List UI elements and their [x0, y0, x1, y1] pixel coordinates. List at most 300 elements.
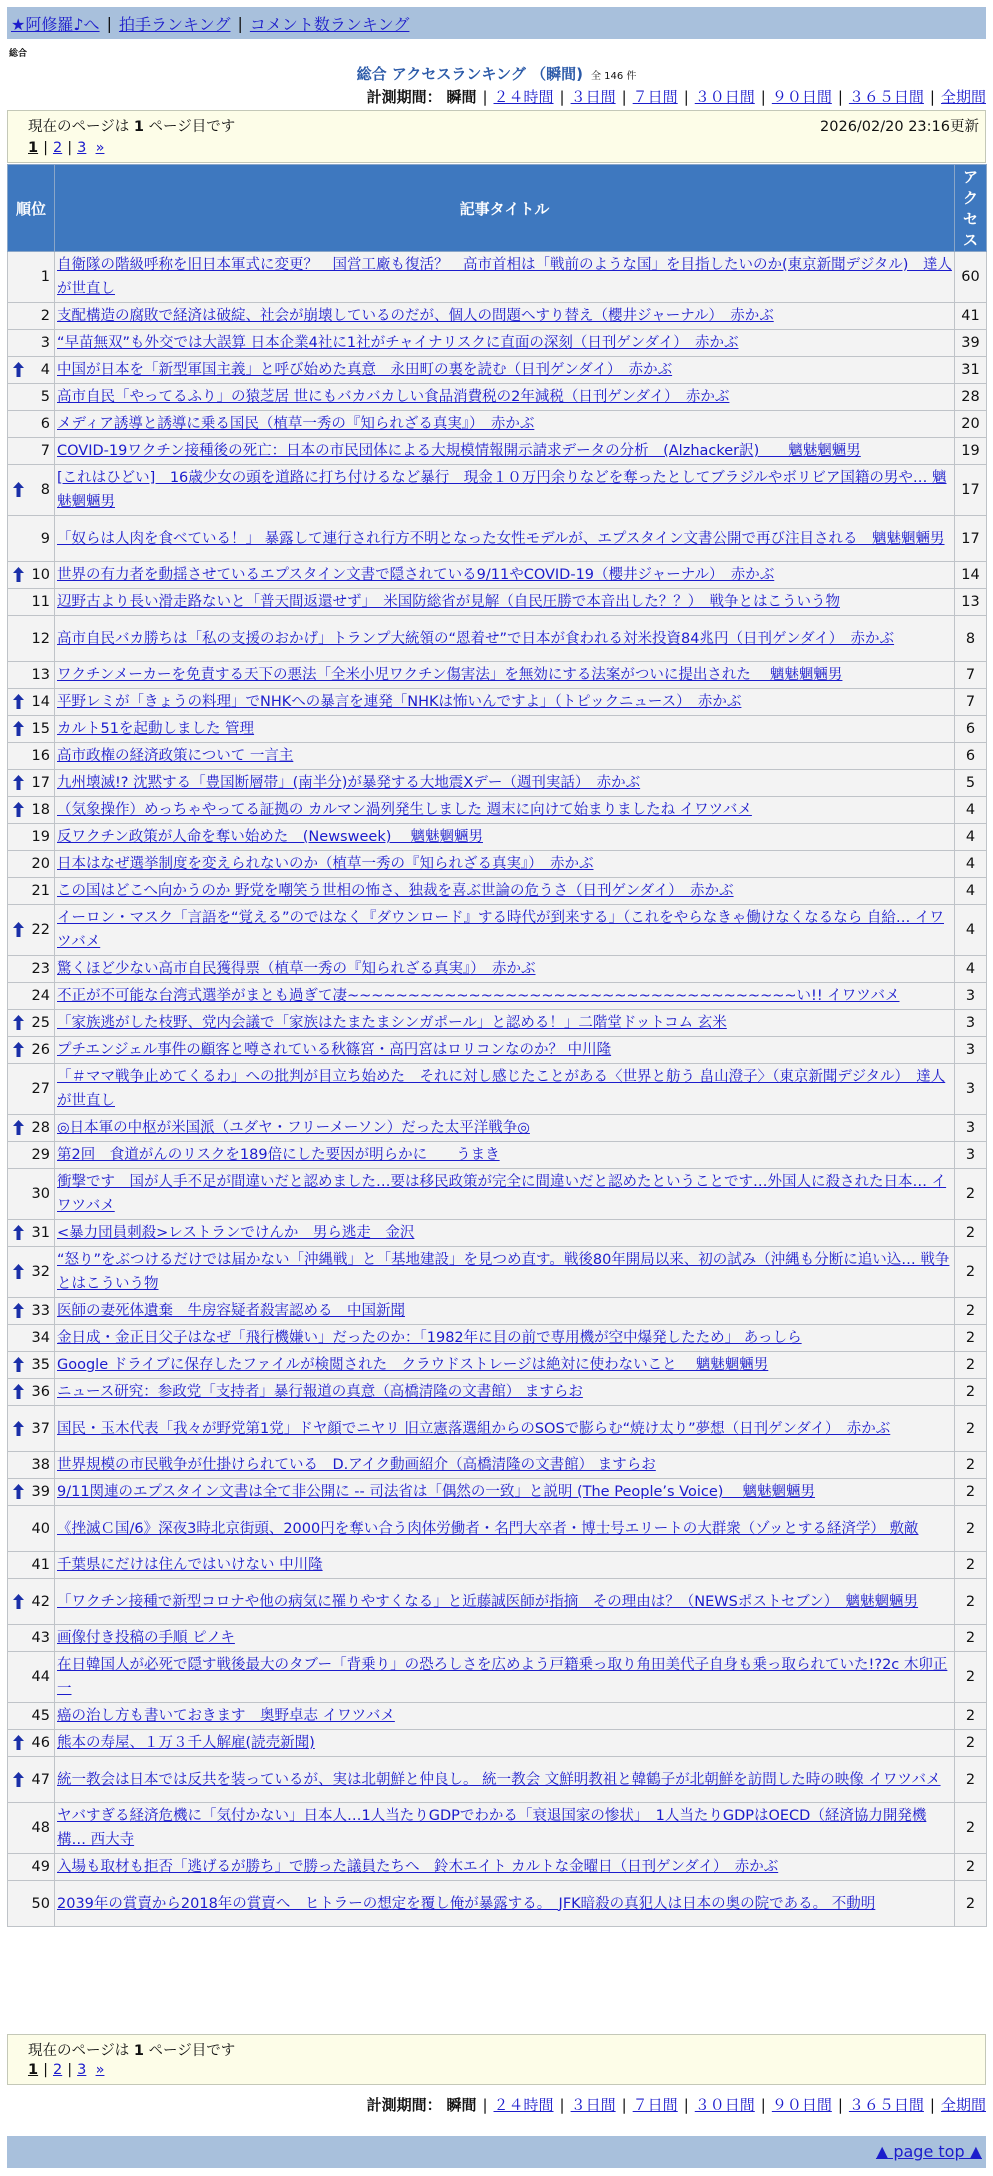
- ranking-row: [8, 357, 987, 384]
- rank-cell: [8, 797, 55, 824]
- rank-cell: [8, 1452, 55, 1479]
- rank-cell: [8, 1220, 55, 1247]
- rank-cell: [8, 1579, 55, 1625]
- access-count: 4: [955, 878, 987, 905]
- rank-number: 33: [31, 1303, 50, 1319]
- period-link-3d[interactable]: ３日間: [570, 2096, 616, 2114]
- access-count: 2: [955, 1452, 987, 1479]
- title-cell: [55, 357, 955, 384]
- ranking-row: [8, 1142, 987, 1169]
- article-title-link[interactable]: 反ワクチン政策が人命を奪い始めた (Newsweek) 魑魅魍魎男: [57, 829, 483, 845]
- rank-cell: [8, 562, 55, 589]
- top-nav-bar: [7, 7, 986, 39]
- rank-up-arrow-icon: [13, 482, 24, 497]
- article-title-link[interactable]: 《挫滅Ｃ国/6》深夜3時北京街頭、2000円を奪い合う肉体労働者・名門大卒者・博士号エリートの大群衆（ゾッとする経済学） 敷敵: [57, 1520, 919, 1537]
- title-cell: [55, 1037, 955, 1064]
- rank-number: 50: [31, 1895, 50, 1912]
- article-title-link[interactable]: 世界の有力者を動揺させているエプスタイン文書で隠されている9/11やCOVID-19（櫻井ジャーナル） 赤かぶ: [57, 567, 775, 583]
- article-title-link[interactable]: 「ワクチン接種で新型コロナや他の病気に罹りやすくなる」と近藤誠医師が指摘 その理由は？（NEWSポストセブン） 魑魅魍魎男: [57, 1593, 919, 1610]
- rank-up-arrow-icon: [13, 922, 24, 937]
- access-count: 60: [955, 252, 987, 303]
- article-title-link[interactable]: <暴力団員刺殺>レストランでけんか 男ら逃走 金沢: [57, 1225, 415, 1241]
- rank-number: 35: [31, 1357, 50, 1373]
- header-rank: 順位: [8, 165, 55, 252]
- rank-up-arrow-icon: [13, 1225, 24, 1240]
- category-label: 総合: [9, 49, 28, 59]
- title-cell: [55, 689, 955, 716]
- rank-number: 8: [40, 482, 50, 498]
- page-status-suffix: ページ目です: [148, 2043, 236, 2059]
- title-cell: [55, 1010, 955, 1037]
- period-link-24h[interactable]: ２４時間: [493, 2096, 554, 2114]
- rank-up-arrow-icon: [13, 1303, 24, 1318]
- rank-number: 38: [31, 1457, 50, 1473]
- access-count: 2: [955, 1652, 987, 1703]
- pager-link-3[interactable]: 3: [77, 2062, 87, 2078]
- access-count: 7: [955, 662, 987, 689]
- title-cell: [55, 770, 955, 797]
- rank-up-arrow-icon: [13, 721, 24, 736]
- ranking-row: [8, 716, 987, 743]
- title-cell: [55, 824, 955, 851]
- title-cell: [55, 956, 955, 983]
- title-cell: [55, 1579, 955, 1625]
- access-count: 2: [955, 1325, 987, 1352]
- access-count: 3: [955, 1142, 987, 1169]
- access-count: 39: [955, 330, 987, 357]
- header-title: 記事タイトル: [55, 165, 955, 252]
- page-top-link[interactable]: ▲ page top ▲: [875, 2142, 982, 2161]
- rank-up-arrow-icon: [13, 362, 24, 377]
- article-title-link[interactable]: 熊本の寿屋、１万３千人解雇(読売新聞): [57, 1735, 315, 1751]
- title-cell: [55, 1325, 955, 1352]
- ranking-row: [8, 1757, 987, 1803]
- rank-cell: [8, 303, 55, 330]
- rank-cell: [8, 770, 55, 797]
- period-link-365d[interactable]: ３６５日間: [848, 88, 924, 106]
- rank-number: 40: [31, 1520, 50, 1537]
- article-title-link[interactable]: 国民・玉木代表「我々が野党第1党」ドヤ顔でニヤリ 旧立憲落選組からのSOSで膨らむ“焼け太り”夢想（日刊ゲンダイ） 赤かぶ: [57, 1420, 891, 1437]
- ranking-row: [8, 1703, 987, 1730]
- period-link-7d[interactable]: ７日間: [632, 2096, 678, 2114]
- ranking-row: [8, 303, 987, 330]
- title-cell: [55, 878, 955, 905]
- access-count: 3: [955, 1037, 987, 1064]
- rank-up-arrow-icon: [13, 1735, 24, 1750]
- article-title-link[interactable]: 支配構造の腐敗で経済は破綻、社会が崩壊しているのだが、個人の問題へすり替え（櫻井ジャーナル） 赤かぶ: [57, 308, 774, 324]
- ranking-row: [8, 616, 987, 662]
- rank-cell: [8, 465, 55, 516]
- rank-cell: [8, 1379, 55, 1406]
- article-title-link[interactable]: “早苗無双”も外交では大誤算 日本企業4社に1社がチャイナリスクに直面の深刻（日刊ゲンダイ） 赤かぶ: [57, 335, 739, 351]
- article-title-link[interactable]: イーロン・マスク「言語を“覚える”のではなく『ダウンロード』する時代が到来する」（これをやらなきゃ働けなくなるなら 自給… イワツバメ: [57, 910, 944, 950]
- article-title-link[interactable]: 「家族逃がした枝野、党内会議で「家族はたまたまシンガポール」と認める！」二階堂ドットコム 玄米: [57, 1015, 727, 1031]
- access-count: 2: [955, 1352, 987, 1379]
- pager-next[interactable]: »: [95, 140, 105, 156]
- total-count: 全 146 件: [590, 71, 637, 82]
- title-cell: [55, 1352, 955, 1379]
- rank-up-arrow-icon: [13, 775, 24, 790]
- ranking-row: [8, 797, 987, 824]
- article-title-link[interactable]: 不正が不可能な台湾式選挙がまとも過ぎて凄~~~~~~~~~~~~~~~~~~~~~~~~~~~~~~~~~~~~~い!! イワツバメ: [57, 988, 900, 1004]
- access-count: 13: [955, 589, 987, 616]
- access-count: 28: [955, 384, 987, 411]
- rank-number: 28: [31, 1120, 50, 1136]
- rank-up-arrow-icon: [13, 1594, 24, 1609]
- rank-number: 37: [31, 1420, 50, 1437]
- rank-cell: [8, 1479, 55, 1506]
- ranking-row: [8, 1379, 987, 1406]
- ranking-row: [8, 1406, 987, 1452]
- title-cell: [55, 1406, 955, 1452]
- article-title-link[interactable]: 医師の妻死体遺棄 牛房容疑者殺害認める 中国新聞: [57, 1303, 405, 1319]
- rank-cell: [8, 1037, 55, 1064]
- ranking-row: [8, 851, 987, 878]
- rank-cell: [8, 616, 55, 662]
- pager-current: 1: [28, 140, 39, 156]
- title-cell: [55, 1064, 955, 1115]
- ranking-row: [8, 1298, 987, 1325]
- rank-number: 49: [31, 1859, 50, 1875]
- ranking-row: [8, 1652, 987, 1703]
- rank-cell: [8, 851, 55, 878]
- ranking-row: [8, 1247, 987, 1298]
- rank-number: 25: [31, 1015, 50, 1031]
- article-title-link[interactable]: 癌の治し方も書いておきます 奥野卓志 イワツバメ: [57, 1708, 395, 1724]
- rank-up-arrow-icon: [13, 1120, 24, 1135]
- article-title-link[interactable]: 平野レミが「きょうの料理」でNHKへの暴言を連発「NHKは怖いんですよ」（トピックニュース） 赤かぶ: [57, 694, 742, 710]
- page-status-number: 1: [133, 2043, 144, 2059]
- article-title-link[interactable]: プチエンジェル事件の顧客と噂されている秋篠宮・高円宮はロリコンなのか？ 中川隆: [57, 1042, 612, 1058]
- rank-number: 47: [31, 1771, 50, 1788]
- rank-number: 26: [31, 1042, 50, 1058]
- pager-next[interactable]: »: [95, 2062, 105, 2078]
- period-link-24h[interactable]: ２４時間: [493, 88, 554, 106]
- ranking-row: [8, 1803, 987, 1854]
- rank-up-arrow-icon: [13, 802, 24, 817]
- access-count: 4: [955, 905, 987, 956]
- article-title-link[interactable]: 高市自民バカ勝ちは「私の支援のおかげ」トランプ大統領の“恩着せ”で日本が食われる対米投資84兆円（日刊ゲンダイ） 赤かぶ: [57, 630, 895, 647]
- title-cell: [55, 851, 955, 878]
- article-title-link[interactable]: 衝撃です 国が人手不足が間違いだと認めました…要は移民政策が完全に間違いだと認めたということです…外国人に殺された日本… イワツバメ: [57, 1174, 947, 1214]
- article-title-link[interactable]: COVID-19ワクチン接種後の死亡：日本の市民団体による大規模情報開示請求データの分析 (Alzhacker訳) 魑魅魍魎男: [57, 443, 861, 459]
- title-cell: [55, 1142, 955, 1169]
- article-title-link[interactable]: 9/11関連のエプスタイン文書は全て非公開に -- 司法省は「偶然の一致」と説明 (The People’s Voice) 魑魅魍魎男: [57, 1484, 816, 1500]
- title-cell: [55, 562, 955, 589]
- ranking-row: [8, 1452, 987, 1479]
- rank-cell: [8, 516, 55, 562]
- period-link-90d[interactable]: ９０日間: [771, 88, 832, 106]
- article-title-link[interactable]: 驚くほど少ない高市自民獲得票（植草一秀の『知られざる真実』） 赤かぶ: [57, 961, 536, 977]
- access-count: 5: [955, 770, 987, 797]
- rank-number: 32: [31, 1264, 50, 1280]
- title-cell: [55, 516, 955, 562]
- rank-number: 34: [31, 1330, 50, 1346]
- access-count: 4: [955, 851, 987, 878]
- article-title-link[interactable]: ニュース研究：参政党「支持者」暴行報道の真意（高橋清隆の文書館） ますらお: [57, 1384, 583, 1400]
- article-title-link[interactable]: 世界規模の市民戦争が仕掛けられている D.アイク動画紹介（高橋清隆の文書館） ますらお: [57, 1457, 656, 1473]
- access-count: 6: [955, 716, 987, 743]
- access-count: 2: [955, 1579, 987, 1625]
- rank-cell: [8, 330, 55, 357]
- rank-number: 45: [31, 1708, 50, 1724]
- pager-link-3[interactable]: 3: [77, 140, 87, 156]
- pagination-bottom: 1 | 2 | 3 »: [28, 2062, 105, 2078]
- period-link-30d[interactable]: ３０日間: [694, 2096, 755, 2114]
- bottom-bar: [7, 2136, 986, 2168]
- rank-number: 29: [31, 1147, 50, 1163]
- access-count: 2: [955, 1379, 987, 1406]
- article-title-link[interactable]: 「奴らは人肉を食べている！」 暴露して連行され行方不明となった女性モデルが、エプスタイン文書公開で再び注目される 魑魅魍魎男: [57, 530, 945, 547]
- title-cell: [55, 1552, 955, 1579]
- rank-number: 19: [31, 829, 50, 845]
- nav-separator: |: [106, 13, 112, 33]
- rank-cell: [8, 357, 55, 384]
- access-count: 19: [955, 438, 987, 465]
- access-count: 17: [955, 516, 987, 562]
- article-title-link[interactable]: 第2回 食道がんのリスクを189倍にした要因が明らかに うまき: [57, 1147, 500, 1163]
- rank-cell: [8, 1115, 55, 1142]
- rank-number: 16: [31, 748, 50, 764]
- access-count: 2: [955, 1479, 987, 1506]
- title-cell: [55, 1757, 955, 1803]
- rank-up-arrow-icon: [13, 694, 24, 709]
- rank-cell: [8, 662, 55, 689]
- rank-number: 46: [31, 1735, 50, 1751]
- rank-cell: [8, 1352, 55, 1379]
- article-title-link[interactable]: （気象操作）めっちゃやってる証拠の カルマン渦列発生しました 週末に向けて始まりましたね イワツバメ: [57, 802, 752, 818]
- rank-number: 21: [31, 883, 50, 899]
- rank-cell: [8, 1064, 55, 1115]
- ranking-row: [8, 384, 987, 411]
- ranking-row: [8, 1579, 987, 1625]
- title-cell: [55, 384, 955, 411]
- rank-cell: [8, 743, 55, 770]
- ranking-row: [8, 438, 987, 465]
- ranking-row: [8, 1115, 987, 1142]
- article-title-link[interactable]: 在日韓国人が必死で隠す戦後最大のタブー「背乗り」の恐ろしさを広めよう戸籍乗っ取り角田美代子自身も乗っ取られていた!?2c 木卯正一: [57, 1657, 948, 1697]
- title-cell: [55, 1652, 955, 1703]
- rank-up-arrow-icon: [13, 1015, 24, 1030]
- rank-number: 22: [31, 922, 50, 938]
- ranking-row: [8, 516, 987, 562]
- title-cell: [55, 716, 955, 743]
- access-count: 4: [955, 824, 987, 851]
- rank-number: 43: [31, 1630, 50, 1646]
- rank-number: 44: [31, 1669, 50, 1685]
- ranking-row: [8, 743, 987, 770]
- article-title-link[interactable]: ワクチンメーカーを免責する天下の悪法「全米小児ワクチン傷害法」を無効にする法案がついに提出された 魑魅魍魎男: [57, 667, 843, 683]
- ranking-row: [8, 1730, 987, 1757]
- period-selector-bottom: 計測期間： 瞬間 | ２４時間 | ３日間 | ７日間 | ３０日間 | ９０日間 | ３６５日間 | 全期間: [366, 2096, 986, 2114]
- ranking-row: [8, 983, 987, 1010]
- title-cell: [55, 303, 955, 330]
- title-cell: [55, 1730, 955, 1757]
- access-count: 2: [955, 1854, 987, 1881]
- ranking-row: [8, 562, 987, 589]
- title-cell: [55, 1169, 955, 1220]
- rank-cell: [8, 252, 55, 303]
- article-title-link[interactable]: ◎日本軍の中枢が米国派（ユダヤ・フリーメーソン）だった太平洋戦争◎: [57, 1120, 530, 1136]
- updated-timestamp: 2026/02/20 23:16更新: [820, 119, 979, 135]
- article-title-link[interactable]: 金日成・金正日父子はなぜ「飛行機嫌い」だったのか：「1982年に目の前で専用機が空中爆発したため」 あっしら: [57, 1330, 802, 1346]
- rank-number: 41: [31, 1557, 50, 1573]
- period-link-all[interactable]: 全期間: [940, 88, 986, 106]
- rank-up-arrow-icon: [13, 1772, 24, 1787]
- rank-number: 30: [31, 1186, 50, 1202]
- access-count: 2: [955, 1803, 987, 1854]
- rank-up-arrow-icon: [13, 1384, 24, 1399]
- title-cell: [55, 1379, 955, 1406]
- nav-link-asyura[interactable]: ★阿修羅♪へ: [11, 14, 100, 34]
- rank-number: 12: [31, 630, 50, 647]
- article-title-link[interactable]: 統一教会は日本では反共を装っているが、実は北朝鮮と仲良し。 統一教会 文鮮明教祖と韓鶴子が北朝鮮を訪問した時の映像 イワツバメ: [57, 1771, 941, 1788]
- title-cell: [55, 1625, 955, 1652]
- page-status: [28, 115, 235, 136]
- access-count: 2: [955, 1169, 987, 1220]
- article-title-link[interactable]: 高市政権の経済政策について 一言主: [57, 748, 294, 764]
- article-title-link[interactable]: 九州壊滅!? 沈黙する「豊国断層帯」(南半分)が暴発する大地震Xデー（週刊実話） 赤かぶ: [57, 775, 641, 791]
- title-cell: [55, 411, 955, 438]
- page-status-prefix: 現在のページは: [28, 2043, 130, 2059]
- ranking-row: [8, 689, 987, 716]
- rank-number: 6: [40, 416, 50, 432]
- access-count: 2: [955, 1730, 987, 1757]
- title-cell: [55, 616, 955, 662]
- access-count: 3: [955, 1115, 987, 1142]
- rank-number: 10: [31, 567, 50, 583]
- period-link-3d[interactable]: ３日間: [570, 88, 616, 106]
- access-count: 2: [955, 1703, 987, 1730]
- rank-cell: [8, 878, 55, 905]
- period-link-30d[interactable]: ３０日間: [694, 88, 755, 106]
- access-count: 2: [955, 1298, 987, 1325]
- rank-number: 48: [31, 1820, 50, 1836]
- title-cell: [55, 983, 955, 1010]
- rank-cell: [8, 1730, 55, 1757]
- access-count: 8: [955, 616, 987, 662]
- rank-number: 42: [31, 1593, 50, 1610]
- rank-cell: [8, 956, 55, 983]
- access-count: 6: [955, 743, 987, 770]
- access-count: 4: [955, 956, 987, 983]
- rank-cell: [8, 716, 55, 743]
- article-title-link[interactable]: 辺野古より長い滑走路ないと「普天間返還せず」 米国防総省が見解（自民圧勝で本音出した？？） 戦争とはこういう物: [57, 594, 840, 610]
- rank-number: 3: [40, 335, 50, 351]
- rank-up-arrow-icon: [13, 1484, 24, 1499]
- article-title-link[interactable]: 千葉県にだけは住んではいけない 中川隆: [57, 1557, 323, 1573]
- ranking-row: [8, 1552, 987, 1579]
- rank-number: 31: [31, 1225, 50, 1241]
- rank-number: 1: [40, 269, 50, 285]
- ranking-row: [8, 824, 987, 851]
- article-title-link[interactable]: 入場も取材も拒否「逃げるが勝ち」で勝った議員たちへ 鈴木エイト カルトな金曜日（日刊ゲンダイ） 赤かぶ: [57, 1859, 779, 1875]
- rank-number: 36: [31, 1384, 50, 1400]
- rank-cell: [8, 905, 55, 956]
- ranking-row: [8, 1881, 987, 1927]
- rank-cell: [8, 1298, 55, 1325]
- access-count: 20: [955, 411, 987, 438]
- article-title-link[interactable]: 中国が日本を「新型軍国主義」と呼び始めた真意 永田町の裏を読む（日刊ゲンダイ） 赤かぶ: [57, 362, 673, 378]
- rank-cell: [8, 1506, 55, 1552]
- period-link-365d[interactable]: ３６５日間: [848, 2096, 924, 2114]
- title-cell: [55, 1452, 955, 1479]
- access-count: 2: [955, 1406, 987, 1452]
- ranking-row: [8, 589, 987, 616]
- title-cell: [55, 1247, 955, 1298]
- article-title-link[interactable]: “怒り”をぶつけるだけでは届かない「沖縄戦」と「基地建設」を見つめ直す。戦後80年開局以来、初の試み（沖縄も分断に追い込… 戦争とはこういう物: [57, 1252, 950, 1292]
- title-cell: [55, 438, 955, 465]
- rank-number: 27: [31, 1081, 50, 1097]
- rank-cell: [8, 1881, 55, 1927]
- access-count: 7: [955, 689, 987, 716]
- article-title-link[interactable]: [これはひどい] 16歳少女の頭を道路に打ち付けるなど暴行 現金１０万円余りなどを奪ったとしてブラジルやボリビア国籍の男や… 魑魅魍魎男: [57, 470, 947, 510]
- article-title-link[interactable]: 自衛隊の階級呼称を旧日本軍式に変更？ 国営工廠も復活？ 高市首相は「戦前のような国」を目指したいのか(東京新聞デジタル) 達人が世直し: [57, 257, 952, 297]
- ranking-row: [8, 1352, 987, 1379]
- rank-number: 23: [31, 961, 50, 977]
- rank-number: 11: [31, 594, 50, 610]
- nav-link-applause-ranking[interactable]: 拍手ランキング: [118, 14, 231, 34]
- access-count: 14: [955, 562, 987, 589]
- rank-cell: [8, 589, 55, 616]
- ranking-table: [7, 164, 987, 1927]
- article-title-link[interactable]: 2039年の賞賣から2018年の賞賣へ ヒトラーの想定を覆し俺が暴露する。 JFK暗殺の真犯人は日本の奥の院である。 不動明: [57, 1895, 876, 1912]
- ranking-row: [8, 252, 987, 303]
- article-title-link[interactable]: 日本はなぜ選挙制度を変えられないのか（植草一秀の『知られざる真実』） 赤かぶ: [57, 856, 594, 872]
- article-title-link[interactable]: メディア誘導と誘導に乗る国民（植草一秀の『知られざる真実』） 赤かぶ: [57, 416, 535, 432]
- ranking-row: [8, 411, 987, 438]
- access-count: 2: [955, 1881, 987, 1927]
- ranking-row: [8, 330, 987, 357]
- period-link-7d[interactable]: ７日間: [632, 88, 678, 106]
- article-title-link[interactable]: 高市自民「やってるふり」の猿芝居 世にもバカバカしい食品消費税の2年減税（日刊ゲンダイ） 赤かぶ: [57, 389, 730, 405]
- article-title-link[interactable]: Google ドライブに保存したファイルが検閲された クラウドストレージは絶対に使わないこと 魑魅魍魎男: [57, 1357, 769, 1373]
- ranking-row: [8, 1010, 987, 1037]
- period-link-90d[interactable]: ９０日間: [771, 2096, 832, 2114]
- rank-cell: [8, 1552, 55, 1579]
- ranking-row: [8, 1506, 987, 1552]
- ranking-row: [8, 662, 987, 689]
- title-cell: [55, 1506, 955, 1552]
- rank-cell: [8, 1406, 55, 1452]
- header-access: アクセス: [955, 165, 987, 252]
- article-title-link[interactable]: この国はどこへ向かうのか 野党を嘲笑う世相の怖さ、独裁を喜ぶ世論の危うさ（日刊ゲンダイ） 赤かぶ: [57, 883, 734, 899]
- page-title: [0, 63, 993, 84]
- pager-link-2[interactable]: 2: [52, 140, 63, 156]
- pager-link-2[interactable]: 2: [52, 2062, 63, 2078]
- rank-cell: [8, 1703, 55, 1730]
- rank-up-arrow-icon: [13, 567, 24, 582]
- ranking-row: [8, 465, 987, 516]
- access-count: 41: [955, 303, 987, 330]
- period-link-all[interactable]: 全期間: [940, 2096, 986, 2114]
- article-title-link[interactable]: カルト51を起動しました 管理: [57, 721, 255, 737]
- article-title-link[interactable]: ヤバすぎる経済危機に「気付かない」日本人…1人当たりGDPでわかる「衰退国家の惨状」 1人当たりGDPはOECD（経済協力開発機構… 西大寺: [57, 1808, 927, 1848]
- title-cell: [55, 662, 955, 689]
- period-current: 瞬間: [446, 88, 477, 106]
- rank-number: 5: [40, 389, 50, 405]
- article-title-link[interactable]: 画像付き投稿の手順 ピノキ: [57, 1630, 235, 1646]
- rank-cell: [8, 384, 55, 411]
- article-title-link[interactable]: 「＃ママ戦争止めてくるわ」への批判が目立ち始めた それに対し感じたことがある〈世界と舫う 畠山澄子〉（東京新聞デジタル） 達人が世直し: [57, 1069, 946, 1109]
- rank-cell: [8, 1142, 55, 1169]
- nav-link-comment-ranking[interactable]: コメント数ランキング: [249, 14, 410, 34]
- title-cell: [55, 1298, 955, 1325]
- rank-cell: [8, 1247, 55, 1298]
- page-title-text: 総合 アクセスランキング （瞬間): [356, 65, 583, 83]
- rank-cell: [8, 1803, 55, 1854]
- title-cell: [55, 743, 955, 770]
